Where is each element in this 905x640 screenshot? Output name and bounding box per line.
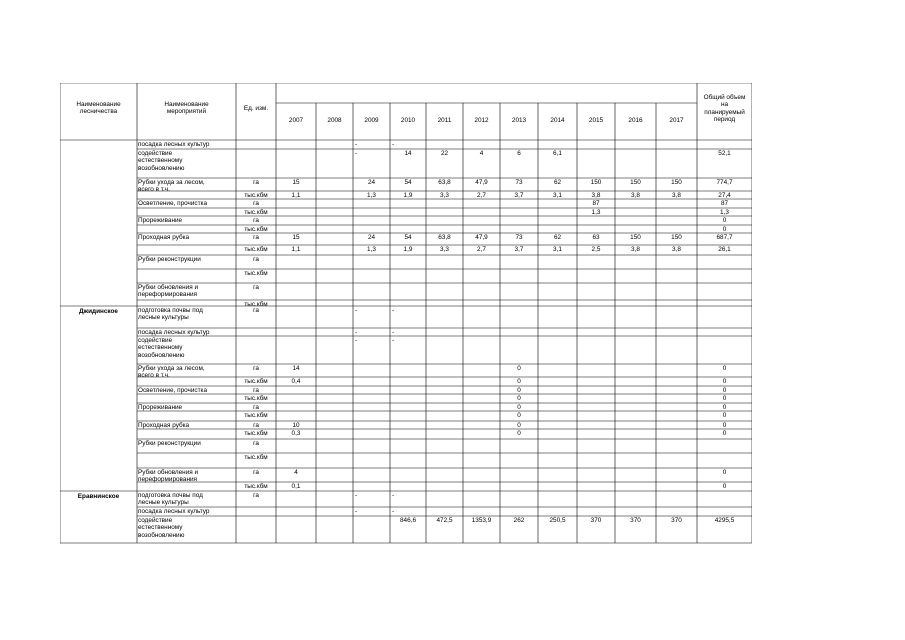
- value-cell: -: [355, 329, 358, 336]
- value-cell: 2,7: [477, 246, 486, 253]
- activity-cell: Рубки обновления и переформирования: [138, 284, 199, 299]
- value-cell: -: [355, 141, 358, 148]
- activity-cell: посадка лесных культур: [138, 141, 210, 148]
- value-cell: 14: [292, 365, 300, 372]
- value-cell: 150: [671, 179, 682, 186]
- value-cell: 472,5: [436, 517, 453, 524]
- activity-cell: Осветление, прочистка: [138, 200, 208, 207]
- value-cell: 150: [630, 179, 641, 186]
- activity-cell: Рубки реконструкции: [138, 256, 201, 263]
- unit-cell: тыс.кбм: [244, 395, 268, 402]
- value-cell: 1,9: [403, 192, 413, 199]
- unit-cell: тыс.кбм: [244, 454, 268, 461]
- value-cell: 0: [517, 395, 521, 402]
- value-cell: 14: [404, 150, 412, 157]
- value-cell: 24: [367, 179, 376, 186]
- header-year: 2013: [511, 117, 527, 124]
- value-cell: 87: [592, 200, 600, 207]
- value-cell: 63,8: [438, 179, 451, 186]
- total-cell: 0: [722, 430, 727, 437]
- value-cell: 47,9: [475, 234, 488, 241]
- value-cell: 846,6: [400, 517, 416, 524]
- total-cell: 0: [722, 378, 727, 385]
- activity-cell: содействие естественному возобновлению: [138, 337, 185, 359]
- unit-cell: тыс.кбм: [244, 483, 268, 490]
- value-cell: -: [355, 492, 358, 499]
- forestry-activities-table: [60, 83, 752, 567]
- value-cell: 370: [590, 517, 602, 524]
- value-cell: 3,7: [514, 246, 524, 253]
- value-cell: 370: [630, 517, 641, 524]
- header-year: 2007: [288, 117, 304, 124]
- value-cell: 2,5: [591, 246, 601, 253]
- activity-cell: Прореживание: [138, 404, 183, 411]
- unit-cell: га: [253, 492, 259, 499]
- value-cell: 3,8: [631, 192, 640, 199]
- header-year: 2009: [364, 117, 379, 124]
- activity-cell: Рубки реконструкции: [138, 440, 201, 447]
- unit-cell: га: [253, 234, 259, 241]
- value-cell: -: [392, 492, 395, 499]
- unit-cell: га: [253, 179, 259, 186]
- value-cell: 0: [517, 378, 521, 385]
- value-cell: 3,7: [514, 192, 524, 199]
- value-cell: 22: [440, 150, 449, 157]
- value-cell: 3,3: [440, 192, 449, 199]
- value-cell: 1,1: [291, 246, 301, 253]
- value-cell: 54: [404, 234, 412, 241]
- unit-cell: га: [253, 217, 259, 224]
- total-cell: 0: [722, 395, 727, 402]
- value-cell: 370: [671, 517, 682, 524]
- total-cell: 0: [722, 404, 727, 411]
- value-cell: 1,3: [367, 192, 376, 199]
- value-cell: 3,8: [591, 192, 601, 199]
- total-cell: 0: [722, 412, 727, 419]
- unit-cell: га: [253, 440, 259, 447]
- value-cell: 0: [517, 404, 521, 411]
- value-cell: 1,3: [591, 209, 601, 216]
- total-cell: 0: [722, 469, 727, 476]
- value-cell: 0: [517, 430, 521, 437]
- header-year: 2012: [474, 117, 489, 124]
- value-cell: -: [355, 150, 358, 157]
- header-year: 2017: [669, 117, 684, 124]
- value-cell: 1,9: [403, 246, 413, 253]
- value-cell: 1,3: [367, 246, 376, 253]
- value-cell: -: [355, 307, 358, 314]
- header-year: 2015: [588, 117, 604, 124]
- total-cell: 0: [722, 387, 727, 394]
- unit-cell: га: [253, 307, 259, 314]
- unit-cell: тыс.кбм: [244, 430, 268, 437]
- value-cell: 150: [590, 179, 602, 186]
- value-cell: 0: [517, 365, 521, 372]
- value-cell: 6: [517, 150, 521, 157]
- value-cell: 0: [517, 412, 521, 419]
- activity-cell: посадка лесных культур: [138, 329, 210, 336]
- value-cell: 73: [515, 234, 523, 241]
- value-cell: 3,1: [553, 192, 562, 199]
- value-cell: -: [392, 508, 395, 515]
- value-cell: -: [392, 141, 395, 148]
- value-cell: 150: [630, 234, 641, 241]
- value-cell: 63: [592, 234, 600, 241]
- total-cell: 4295,5: [714, 517, 735, 524]
- activity-cell: Прореживание: [138, 217, 183, 224]
- value-cell: 63,8: [438, 234, 451, 241]
- header-total: Общий объем на планируемый период: [703, 94, 746, 123]
- unit-cell: га: [253, 256, 259, 263]
- value-cell: -: [392, 329, 395, 336]
- header-forestry: Наименование лесничества: [76, 101, 121, 116]
- value-cell: 54: [404, 179, 412, 186]
- activity-cell: подготовка почвы под лесные культуры: [138, 307, 203, 322]
- value-cell: 3,1: [553, 246, 562, 253]
- total-cell: 0: [722, 422, 727, 429]
- value-cell: 0,1: [291, 483, 301, 490]
- total-cell: 26,1: [718, 246, 731, 253]
- activity-cell: Проходная рубка: [138, 422, 190, 429]
- value-cell: 62: [553, 234, 562, 241]
- unit-cell: тыс.кбм: [244, 246, 268, 253]
- value-cell: 3,8: [672, 246, 681, 253]
- unit-cell: га: [253, 387, 259, 394]
- value-cell: 1353,9: [471, 517, 492, 524]
- value-cell: -: [355, 508, 358, 515]
- value-cell: -: [392, 307, 395, 314]
- value-cell: 3,8: [631, 246, 640, 253]
- total-cell: 0: [722, 483, 727, 490]
- value-cell: 262: [513, 517, 525, 524]
- value-cell: 73: [515, 179, 523, 186]
- activity-cell: Рубки обновления и переформирования: [138, 469, 199, 484]
- unit-cell: га: [253, 422, 259, 429]
- header-activity: Наименование мероприятий: [164, 101, 209, 116]
- activity-cell: содействие естественному возобновлению: [138, 517, 185, 539]
- value-cell: 4: [479, 150, 484, 157]
- value-cell: 0: [517, 387, 521, 394]
- total-cell: 0: [722, 226, 727, 233]
- value-cell: 0,4: [291, 378, 301, 385]
- header-unit: Ед. изм.: [243, 105, 269, 112]
- value-cell: 1,1: [291, 192, 301, 199]
- value-cell: 10: [292, 422, 300, 429]
- forestry-name: Еравнинское: [77, 493, 120, 500]
- value-cell: 250,5: [549, 517, 566, 524]
- header-year: 2008: [327, 117, 342, 124]
- total-cell: 687,7: [716, 234, 733, 241]
- value-cell: 2,7: [477, 192, 486, 199]
- unit-cell: тыс.кбм: [244, 378, 268, 385]
- activity-cell: посадка лесных культур: [138, 508, 210, 515]
- header-year: 2010: [400, 117, 416, 124]
- total-cell: 87: [720, 200, 729, 207]
- total-cell: 52,1: [718, 150, 731, 157]
- unit-cell: га: [253, 284, 259, 291]
- value-cell: 24: [367, 234, 376, 241]
- value-cell: 3,8: [672, 192, 681, 199]
- value-cell: 3,3: [440, 246, 449, 253]
- header-year: 2014: [550, 117, 565, 124]
- header-year: 2016: [628, 117, 643, 124]
- value-cell: 6,1: [553, 150, 562, 157]
- unit-cell: га: [253, 469, 259, 476]
- total-cell: 27,4: [718, 192, 731, 199]
- value-cell: 62: [553, 179, 562, 186]
- header-year: 2011: [437, 117, 452, 124]
- value-cell: 0,3: [291, 430, 301, 437]
- activity-cell: Осветление, прочистка: [138, 387, 208, 394]
- value-cell: 0: [517, 422, 521, 429]
- value-cell: 15: [292, 179, 300, 186]
- unit-cell: тыс.кбм: [244, 226, 268, 233]
- activity-cell: Проходная рубка: [138, 234, 190, 241]
- activity-cell: Рубки ухода за лесом, всего в т.ч.: [138, 179, 205, 194]
- total-cell: 774,7: [716, 179, 733, 186]
- forestry-name: Джидинское: [79, 308, 118, 315]
- total-cell: 0: [722, 365, 727, 372]
- unit-cell: тыс.кбм: [244, 412, 268, 419]
- value-cell: -: [392, 337, 395, 344]
- value-cell: 150: [671, 234, 682, 241]
- total-cell: 1,3: [720, 209, 729, 216]
- value-cell: 4: [294, 469, 298, 476]
- unit-cell: тыс.кбм: [244, 270, 268, 277]
- value-cell: 15: [292, 234, 300, 241]
- total-cell: 0: [722, 217, 727, 224]
- value-cell: 47,9: [475, 179, 488, 186]
- unit-cell: га: [253, 200, 259, 207]
- unit-cell: тыс.кбм: [244, 192, 268, 199]
- unit-cell: тыс.кбм: [244, 301, 268, 308]
- unit-cell: га: [253, 404, 259, 411]
- activity-cell: подготовка почвы под лесные культуры: [138, 492, 203, 507]
- unit-cell: га: [253, 365, 259, 372]
- unit-cell: тыс.кбм: [244, 209, 268, 216]
- activity-cell: содействие естественному возобновлению: [138, 150, 185, 172]
- activity-cell: Рубки ухода за лесом, всего в т.ч.: [138, 365, 205, 380]
- value-cell: -: [355, 337, 358, 344]
